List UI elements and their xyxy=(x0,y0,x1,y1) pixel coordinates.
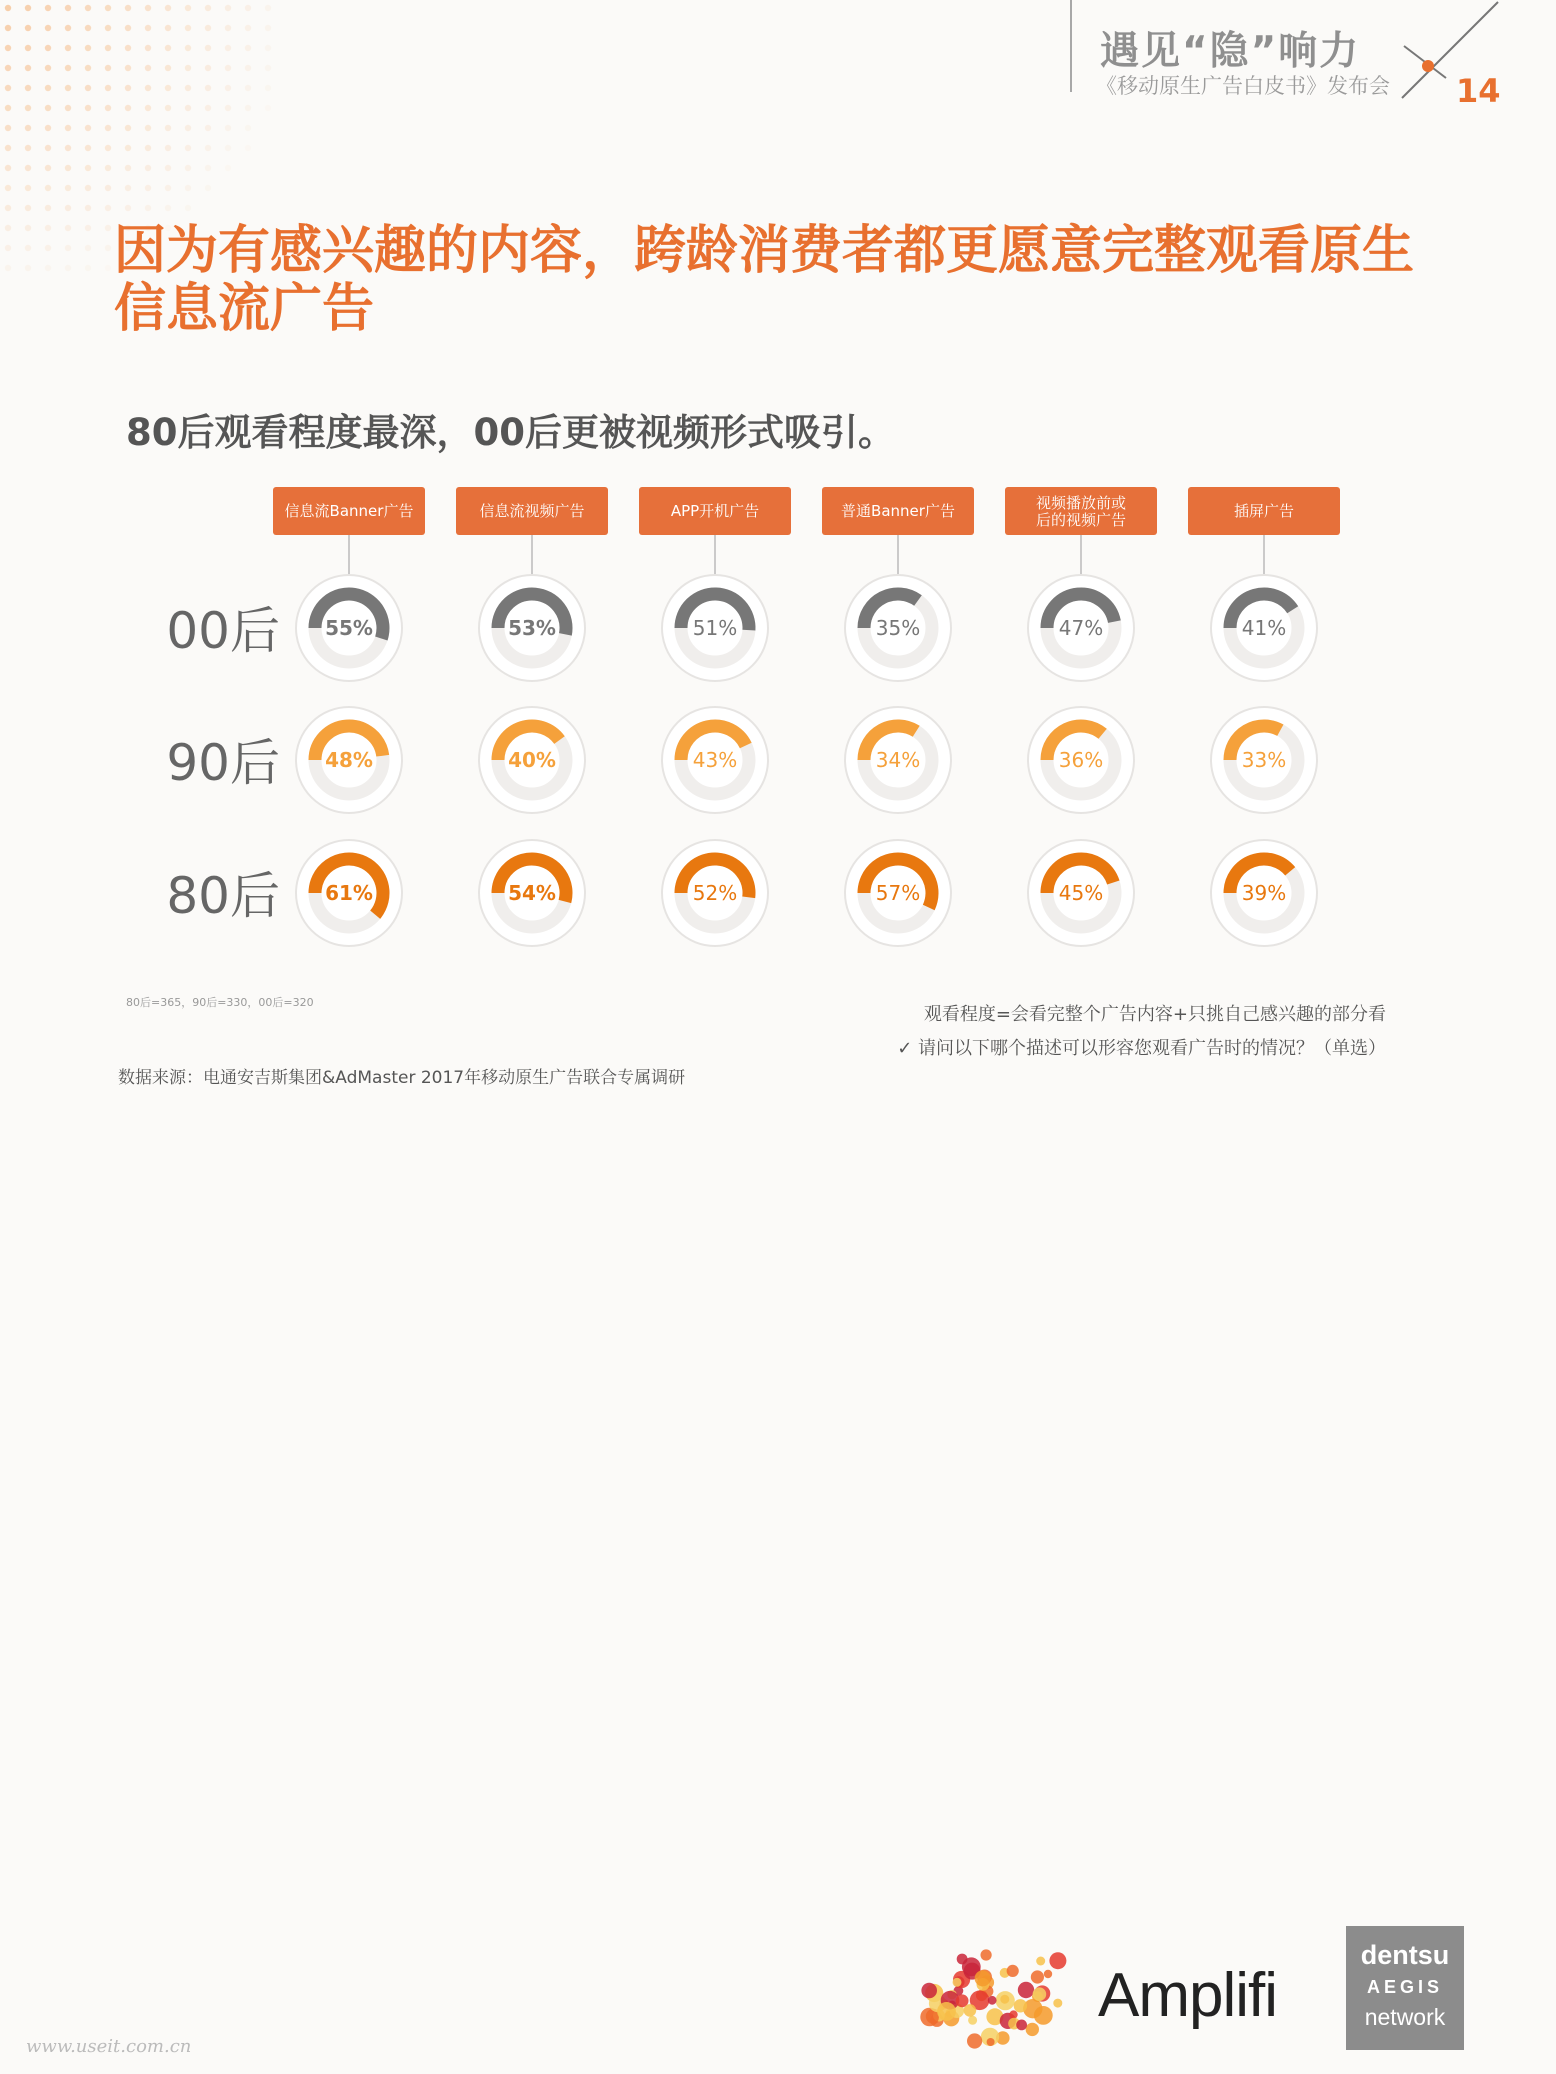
pattern-dot xyxy=(25,25,31,31)
pattern-dot xyxy=(225,85,231,91)
pattern-dot xyxy=(65,125,71,131)
pattern-dot xyxy=(245,125,251,131)
pattern-dot xyxy=(225,105,231,111)
pattern-dot xyxy=(85,205,91,211)
pattern-dot xyxy=(105,45,111,51)
pattern-dot xyxy=(65,85,71,91)
pattern-dot xyxy=(5,85,11,91)
pattern-dot xyxy=(105,5,111,11)
logo-dot xyxy=(968,2016,977,2025)
donut-value-label: 53% xyxy=(508,616,556,640)
pattern-dot xyxy=(25,85,31,91)
dentsu-logo-line2: AEGIS xyxy=(1366,1977,1443,1997)
pattern-dot xyxy=(45,105,51,111)
pattern-dot xyxy=(45,265,51,271)
pattern-dot xyxy=(45,45,51,51)
pattern-dot xyxy=(165,125,171,131)
dentsu-logo-line1: dentsu xyxy=(1360,1940,1450,1970)
pattern-dot xyxy=(185,65,191,71)
pattern-dot xyxy=(125,5,131,11)
pattern-dot xyxy=(145,165,151,171)
category-label xyxy=(841,502,955,520)
pattern-dot xyxy=(265,45,271,51)
pattern-dot xyxy=(125,65,131,71)
donut-value-label: 43% xyxy=(692,748,738,772)
pattern-dot xyxy=(185,25,191,31)
pattern-dot xyxy=(145,45,151,51)
pattern-dot xyxy=(225,25,231,31)
donut-value-label: 33% xyxy=(1241,748,1287,772)
donut-value-label: 41% xyxy=(1241,616,1287,640)
category-label-line: APP开机广告 xyxy=(670,502,760,520)
pattern-dot xyxy=(185,45,191,51)
pattern-dot xyxy=(85,165,91,171)
pattern-dot xyxy=(105,185,111,191)
pattern-dot xyxy=(205,105,211,111)
pattern-dot xyxy=(185,85,191,91)
pattern-dot xyxy=(85,245,91,251)
pattern-dot xyxy=(145,125,151,131)
pattern-dot xyxy=(145,85,151,91)
pattern-dot xyxy=(45,25,51,31)
donut-value-label: 34% xyxy=(875,748,921,772)
pattern-dot xyxy=(185,145,191,151)
pattern-dot xyxy=(165,165,171,171)
pattern-dot xyxy=(205,165,211,171)
pattern-dot xyxy=(65,145,71,151)
pattern-dot xyxy=(125,185,131,191)
pattern-dot xyxy=(165,105,171,111)
logo-dot xyxy=(953,1978,962,1987)
logo-dot xyxy=(1000,1995,1009,2004)
pattern-dot xyxy=(25,245,31,251)
category-label xyxy=(1234,502,1294,520)
logo-dot xyxy=(988,1996,997,2005)
donut-value-label: 45% xyxy=(1058,881,1104,905)
category-label xyxy=(285,502,414,520)
pattern-dot xyxy=(65,245,71,251)
pattern-dot xyxy=(225,45,231,51)
pattern-dot xyxy=(205,25,211,31)
pattern-dot xyxy=(25,105,31,111)
pattern-dot xyxy=(105,85,111,91)
pattern-dot xyxy=(165,85,171,91)
logo-dot xyxy=(1009,2010,1017,2018)
pattern-dot xyxy=(205,85,211,91)
logo-dot xyxy=(964,2004,977,2017)
pattern-dot xyxy=(85,125,91,131)
pattern-dot xyxy=(145,185,151,191)
pattern-dot xyxy=(125,145,131,151)
pattern-dot xyxy=(85,65,91,71)
donut-value-label: 52% xyxy=(692,881,738,905)
pattern-dot xyxy=(65,25,71,31)
pattern-dot xyxy=(185,205,191,211)
pattern-dot xyxy=(245,45,251,51)
category-label-line: 普通Banner广告 xyxy=(841,502,955,520)
amplifi-logo-mark xyxy=(918,1930,1078,2055)
pattern-dot xyxy=(25,225,31,231)
pattern-dot xyxy=(205,5,211,11)
dentsu-logo-line3: network xyxy=(1364,2004,1446,2030)
pattern-dot xyxy=(145,105,151,111)
logo-dot xyxy=(1034,2006,1053,2025)
donut-value-label: 40% xyxy=(508,748,556,772)
pattern-dot xyxy=(45,205,51,211)
pattern-dot xyxy=(45,165,51,171)
pattern-dot xyxy=(85,185,91,191)
pattern-dot xyxy=(185,185,191,191)
pattern-dot xyxy=(45,145,51,151)
pattern-dot xyxy=(25,5,31,11)
pattern-dot xyxy=(185,105,191,111)
pattern-dot xyxy=(125,125,131,131)
pattern-dot xyxy=(265,5,271,11)
pattern-dot xyxy=(25,145,31,151)
pattern-dot xyxy=(5,185,11,191)
pattern-dot xyxy=(105,225,111,231)
pattern-dot xyxy=(165,45,171,51)
page-title: 因为有感兴趣的内容，跨龄消费者都更愿意完整观看原生信息流广告 xyxy=(114,221,1415,339)
donut-value-label: 48% xyxy=(325,748,373,772)
pattern-dot xyxy=(85,45,91,51)
definition-note: 观看程度=会看完整个广告内容+只挑自己感兴趣的部分看 xyxy=(923,1004,1386,1025)
header-subtitle: 《移动原生广告白皮书》发布会 xyxy=(1096,74,1390,98)
pattern-dot xyxy=(225,145,231,151)
pattern-dot xyxy=(5,45,11,51)
category-label-line: 视频播放前或 xyxy=(1035,494,1127,512)
logo-dot xyxy=(1014,1999,1027,2012)
donut-value-label: 55% xyxy=(325,616,373,640)
pattern-dot xyxy=(205,65,211,71)
pattern-dot xyxy=(245,65,251,71)
pattern-dot xyxy=(205,185,211,191)
pattern-dot xyxy=(265,105,271,111)
dentsu-aegis-logo xyxy=(1346,1926,1464,2050)
pattern-dot xyxy=(125,85,131,91)
question-note: ✓ 请问以下哪个描述可以形容您观看广告时的情况？（单选） xyxy=(897,1038,1386,1059)
logo-dot xyxy=(1031,1970,1044,1983)
pattern-dot xyxy=(185,165,191,171)
pattern-dot xyxy=(265,65,271,71)
cross-dot xyxy=(1422,60,1434,72)
pattern-dot xyxy=(145,145,151,151)
logo-dot xyxy=(1044,1970,1052,1978)
pattern-dot xyxy=(65,225,71,231)
pattern-dot xyxy=(145,5,151,11)
pattern-dot xyxy=(245,105,251,111)
pattern-dot xyxy=(105,245,111,251)
age-row-label: 00后 xyxy=(166,602,280,660)
logo-dot xyxy=(1036,1957,1045,1966)
pattern-dot xyxy=(65,45,71,51)
pattern-dot xyxy=(245,145,251,151)
pattern-dot xyxy=(5,265,11,271)
pattern-dot xyxy=(205,45,211,51)
pattern-dot xyxy=(105,65,111,71)
pattern-dot xyxy=(165,185,171,191)
pattern-dot xyxy=(5,145,11,151)
category-label-line: 信息流Banner广告 xyxy=(284,502,414,520)
logo-dot xyxy=(1007,1965,1019,1977)
logo-dot xyxy=(967,2033,982,2048)
pattern-dot xyxy=(45,65,51,71)
pattern-dot xyxy=(65,205,71,211)
logo-dot xyxy=(987,2038,995,2046)
pattern-dot xyxy=(185,125,191,131)
age-row-label: 90后 xyxy=(166,734,280,792)
pattern-dot xyxy=(25,205,31,211)
category-label xyxy=(1036,494,1126,529)
pattern-dot xyxy=(85,5,91,11)
pattern-dot xyxy=(65,65,71,71)
watermark: www.useit.com.cn xyxy=(26,2036,192,2057)
pattern-dot xyxy=(165,5,171,11)
pattern-dot xyxy=(5,245,11,251)
category-label xyxy=(671,502,759,520)
pattern-dot xyxy=(25,265,31,271)
pattern-dot xyxy=(225,125,231,131)
pattern-dot xyxy=(25,45,31,51)
logo-dot xyxy=(1049,1952,1066,1969)
page-number: 14 xyxy=(1456,72,1501,110)
category-label-line: 信息流视频广告 xyxy=(479,502,585,520)
pattern-dot xyxy=(45,125,51,131)
pattern-dot xyxy=(5,5,11,11)
pattern-dot xyxy=(45,5,51,11)
pattern-dot xyxy=(45,85,51,91)
category-label-line: 后的视频广告 xyxy=(1035,511,1127,529)
logo-dot xyxy=(975,1970,991,1986)
pattern-dot xyxy=(5,205,11,211)
pattern-dot xyxy=(25,185,31,191)
pattern-dot xyxy=(25,65,31,71)
pattern-dot xyxy=(45,185,51,191)
age-row-label: 80后 xyxy=(166,867,280,925)
logo-dot xyxy=(1016,2020,1027,2031)
pattern-dot xyxy=(85,145,91,151)
pattern-dot xyxy=(185,5,191,11)
pattern-dot xyxy=(165,65,171,71)
category-label xyxy=(479,502,584,520)
pattern-dot xyxy=(5,125,11,131)
pattern-dot xyxy=(125,205,131,211)
pattern-dot xyxy=(265,85,271,91)
pattern-dot xyxy=(165,205,171,211)
pattern-dot xyxy=(5,65,11,71)
logo-dot xyxy=(921,1983,937,1999)
pattern-dot xyxy=(165,145,171,151)
pattern-dot xyxy=(205,125,211,131)
pattern-dot xyxy=(165,25,171,31)
pattern-dot xyxy=(5,105,11,111)
donut-value-label: 39% xyxy=(1241,881,1287,905)
pattern-dot xyxy=(85,85,91,91)
pattern-dot xyxy=(85,25,91,31)
pattern-dot xyxy=(225,165,231,171)
sample-size-note: 80后=365，90后=330，00后=320 xyxy=(126,996,314,1009)
pattern-dot xyxy=(245,85,251,91)
pattern-dot xyxy=(45,225,51,231)
donut-value-label: 61% xyxy=(325,881,373,905)
pattern-dot xyxy=(65,5,71,11)
pattern-dot xyxy=(5,25,11,31)
pattern-dot xyxy=(105,165,111,171)
logo-dot xyxy=(1033,1987,1047,2001)
pattern-dot xyxy=(5,225,11,231)
pattern-dot xyxy=(105,105,111,111)
donut-value-label: 47% xyxy=(1058,616,1104,640)
logo-dot xyxy=(1026,2023,1039,2036)
donut-value-label: 36% xyxy=(1058,748,1104,772)
pattern-dot xyxy=(225,5,231,11)
data-source: 数据来源：电通安吉斯集团&AdMaster 2017年移动原生广告联合专属调研 xyxy=(118,1068,686,1088)
pattern-dot xyxy=(125,165,131,171)
pattern-dot xyxy=(25,165,31,171)
pattern-dot xyxy=(65,185,71,191)
pattern-dot xyxy=(85,265,91,271)
pattern-dot xyxy=(205,145,211,151)
pattern-dot xyxy=(45,245,51,251)
pattern-dot xyxy=(145,205,151,211)
page-subtitle: 80后观看程度最深，00后更被视频形式吸引。 xyxy=(126,411,895,454)
category-label-line: 插屏广告 xyxy=(1233,502,1295,520)
donut-value-label: 35% xyxy=(875,616,921,640)
donut-value-label: 54% xyxy=(508,881,556,905)
pattern-dot xyxy=(265,25,271,31)
pattern-dot xyxy=(105,25,111,31)
pattern-dot xyxy=(85,225,91,231)
pattern-dot xyxy=(225,65,231,71)
pattern-dot xyxy=(65,265,71,271)
pattern-dot xyxy=(145,65,151,71)
pattern-dot xyxy=(245,5,251,11)
amplifi-logo-text: Amplifi xyxy=(1098,1961,1278,2030)
donut-grid-chart xyxy=(0,470,1556,990)
pattern-dot xyxy=(105,265,111,271)
logo-dot xyxy=(937,2002,956,2021)
pattern-dot xyxy=(5,165,11,171)
pattern-dot xyxy=(105,205,111,211)
pattern-dot xyxy=(125,25,131,31)
pattern-dot xyxy=(105,145,111,151)
header-divider xyxy=(1070,0,1072,92)
pattern-dot xyxy=(125,105,131,111)
pattern-dot xyxy=(65,105,71,111)
pattern-dot xyxy=(25,125,31,131)
logo-dot xyxy=(1018,1982,1034,1998)
donut-value-label: 57% xyxy=(875,881,921,905)
pattern-dot xyxy=(85,105,91,111)
pattern-dot xyxy=(105,125,111,131)
pattern-dot xyxy=(65,165,71,171)
pattern-dot xyxy=(125,45,131,51)
logo-dot xyxy=(1053,1999,1062,2008)
logo-dot xyxy=(981,1949,992,1960)
donut-value-label: 51% xyxy=(692,616,738,640)
pattern-dot xyxy=(145,25,151,31)
pattern-dot xyxy=(245,25,251,31)
header-title: 遇见“隐”响力 xyxy=(1100,29,1361,74)
